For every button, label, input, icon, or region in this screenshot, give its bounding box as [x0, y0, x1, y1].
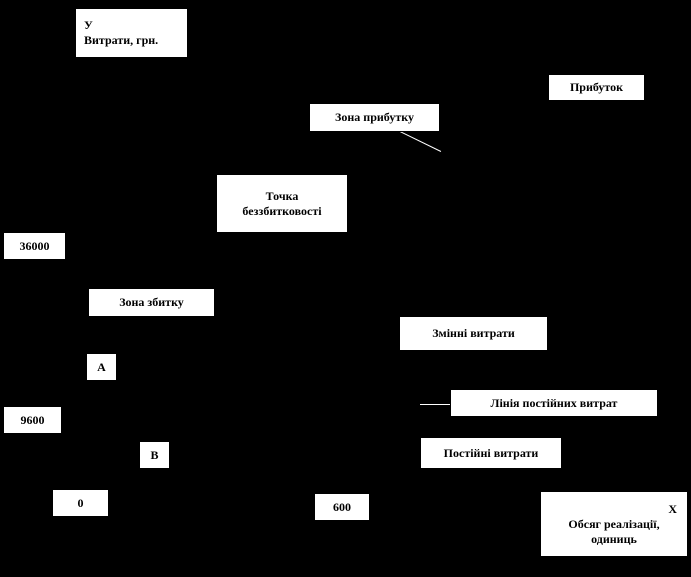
- label-value-36000: [3, 232, 66, 260]
- label-value-0: [52, 489, 109, 517]
- x-axis-title: [540, 491, 688, 557]
- label-value-600-text: 600: [333, 499, 351, 514]
- label-break-even-point: [216, 174, 348, 233]
- label-value-0-text: 0: [77, 495, 84, 510]
- label-point-b-text: В: [150, 447, 159, 462]
- x-axis-title-line3: одиниць: [591, 531, 637, 546]
- label-profit: [548, 74, 645, 101]
- label-value-36000-text: 36000: [19, 238, 50, 253]
- y-axis-title: [75, 8, 188, 58]
- label-loss-zone-text: Зона збитку: [119, 295, 184, 309]
- connector-fixed-costs-line: [420, 404, 450, 405]
- label-break-even-line1: Точка: [265, 188, 299, 203]
- y-axis-title-line1: У: [84, 18, 93, 32]
- label-fixed-costs: [420, 437, 562, 469]
- label-fixed-costs-line-text: Лінія постійних витрат: [490, 395, 618, 410]
- label-fixed-costs-line: [450, 389, 658, 417]
- label-profit-zone-text: Зона прибутку: [335, 110, 414, 124]
- label-point-a-text: А: [97, 359, 106, 374]
- label-value-9600-text: 9600: [20, 412, 45, 427]
- label-point-b: [139, 441, 170, 469]
- label-loss-zone: [88, 288, 215, 317]
- connector-profit-zone: [398, 130, 442, 152]
- label-profit-text: Прибуток: [569, 80, 624, 94]
- label-break-even-line2: беззбитковості: [242, 203, 322, 218]
- label-value-600: [314, 493, 370, 521]
- x-axis-title-line2: Обсяг реалізації,: [568, 516, 660, 531]
- label-variable-costs-text: Змінні витрати: [432, 326, 515, 340]
- y-axis-title-line2: Витрати, грн.: [84, 33, 159, 47]
- x-axis-title-line1: Х: [668, 501, 677, 516]
- label-fixed-costs-text: Постійні витрати: [443, 445, 539, 460]
- label-point-a: [86, 353, 117, 381]
- label-value-9600: [3, 406, 62, 434]
- label-variable-costs: [399, 316, 548, 351]
- label-profit-zone: [309, 103, 440, 132]
